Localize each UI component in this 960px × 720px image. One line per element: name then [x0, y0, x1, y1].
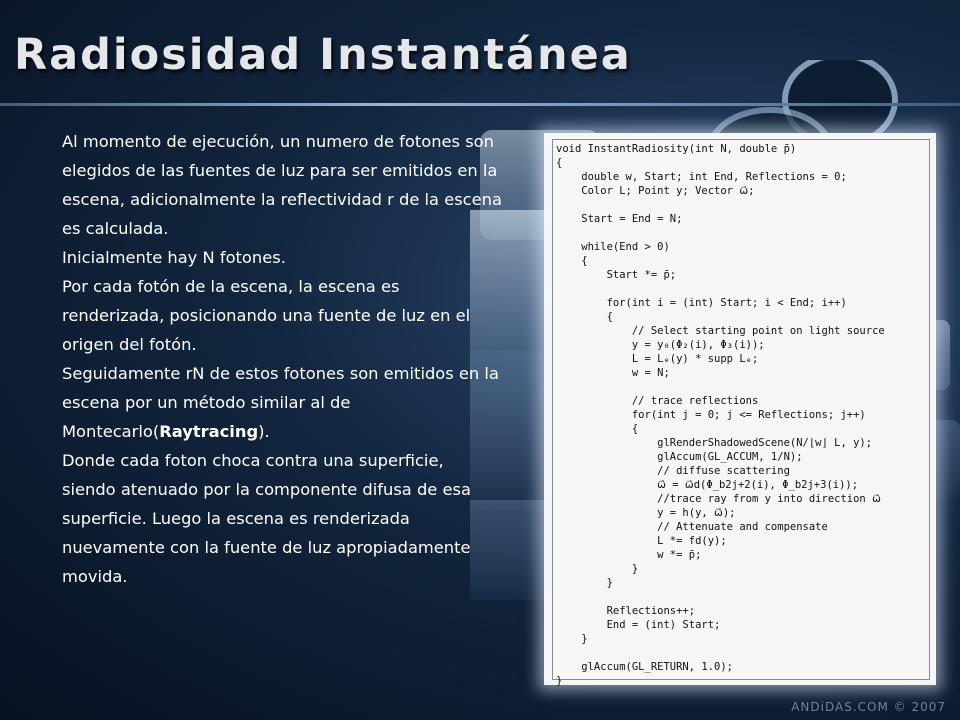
- paragraph: [62, 243, 502, 272]
- code-line: L *= fd(y);: [556, 535, 727, 547]
- code-line: w *= p̄;: [556, 549, 702, 561]
- code-line: ω⃗ = ω⃗d(Φ_b2j+2(i), Φ_b2j+3(i));: [556, 479, 859, 491]
- paragraph-text: Donde cada foton choca contra una superficie, siendo atenuado por la componente difusa de esa superficie. Luego la escena es renderizada nuevamente con la fuente de luz apropiadamente movida.: [62, 451, 471, 586]
- paragraph: [62, 272, 502, 359]
- code-line: // Select starting point on light source: [556, 325, 885, 337]
- code-line: w = N;: [556, 367, 670, 379]
- title-divider: [0, 103, 960, 106]
- code-line: {: [556, 311, 613, 323]
- code-line: {: [556, 255, 588, 267]
- code-line: }: [556, 577, 613, 589]
- paragraph: [62, 359, 502, 446]
- code-line: while(End > 0): [556, 241, 670, 253]
- code-line: Color L; Point y; Vector ω⃗;: [556, 185, 755, 197]
- code-line: }: [556, 675, 563, 687]
- code-line: void InstantRadiosity(int N, double p̄): [556, 143, 797, 155]
- slide-title: Radiosidad Instantánea: [14, 30, 632, 80]
- code-line: y = h(y, ω⃗);: [556, 507, 736, 519]
- code-line: End = (int) Start;: [556, 619, 721, 631]
- watermark: ANDiDAS.COM © 2007: [791, 700, 946, 714]
- code-line: {: [556, 157, 563, 169]
- code-line: y = y₀(Φ₂(i), Φ₃(i));: [556, 339, 765, 351]
- paragraph-text: Al momento de ejecución, un numero de fotones son elegidos de las fuentes de luz para ser emitidos en la escena, adicionalmente la reflectividad r de la escena es calculada.: [62, 132, 502, 238]
- pseudocode-listing: [552, 139, 930, 687]
- code-line: // Attenuate and compensate: [556, 521, 828, 533]
- code-line: glRenderShadowedScene(N/⌊w⌋ L, y);: [556, 437, 873, 449]
- pseudocode-panel: [544, 133, 936, 685]
- paragraph-text: Seguidamente rN de estos fotones son emitidos en la escena por un método similar al de Montecarlo(: [62, 364, 499, 441]
- paragraph: [62, 127, 502, 243]
- code-line: for(int i = (int) Start; i < End; i++): [556, 297, 847, 309]
- code-line: {: [556, 423, 639, 435]
- code-line: // diffuse scattering: [556, 465, 790, 477]
- code-line: Reflections++;: [556, 605, 696, 617]
- code-line: Start = End = N;: [556, 213, 683, 225]
- paragraph-text: Por cada fotón de la escena, la escena es renderizada, posicionando una fuente de luz en el origen del fotón.: [62, 277, 471, 354]
- body-text: [62, 127, 502, 591]
- code-line: L = Lₑ(y) * supp Lₑ;: [556, 353, 759, 365]
- code-line: }: [556, 633, 588, 645]
- code-line: //trace ray from y into direction ω⃗: [556, 493, 881, 505]
- code-line: glAccum(GL_RETURN, 1.0);: [556, 661, 734, 673]
- code-line: }: [556, 563, 639, 575]
- paragraph-text: ).: [258, 422, 270, 441]
- code-line: // trace reflections: [556, 395, 759, 407]
- code-line: for(int j = 0; j <= Reflections; j++): [556, 409, 866, 421]
- code-line: glAccum(GL_ACCUM, 1/N);: [556, 451, 803, 463]
- paragraph: [62, 446, 502, 591]
- paragraph-text: Inicialmente hay N fotones.: [62, 248, 286, 267]
- code-line: Start *= p̄;: [556, 269, 677, 281]
- code-line: double w, Start; int End, Reflections = 0;: [556, 171, 847, 183]
- bold-term-raytracing: Raytracing: [159, 422, 259, 441]
